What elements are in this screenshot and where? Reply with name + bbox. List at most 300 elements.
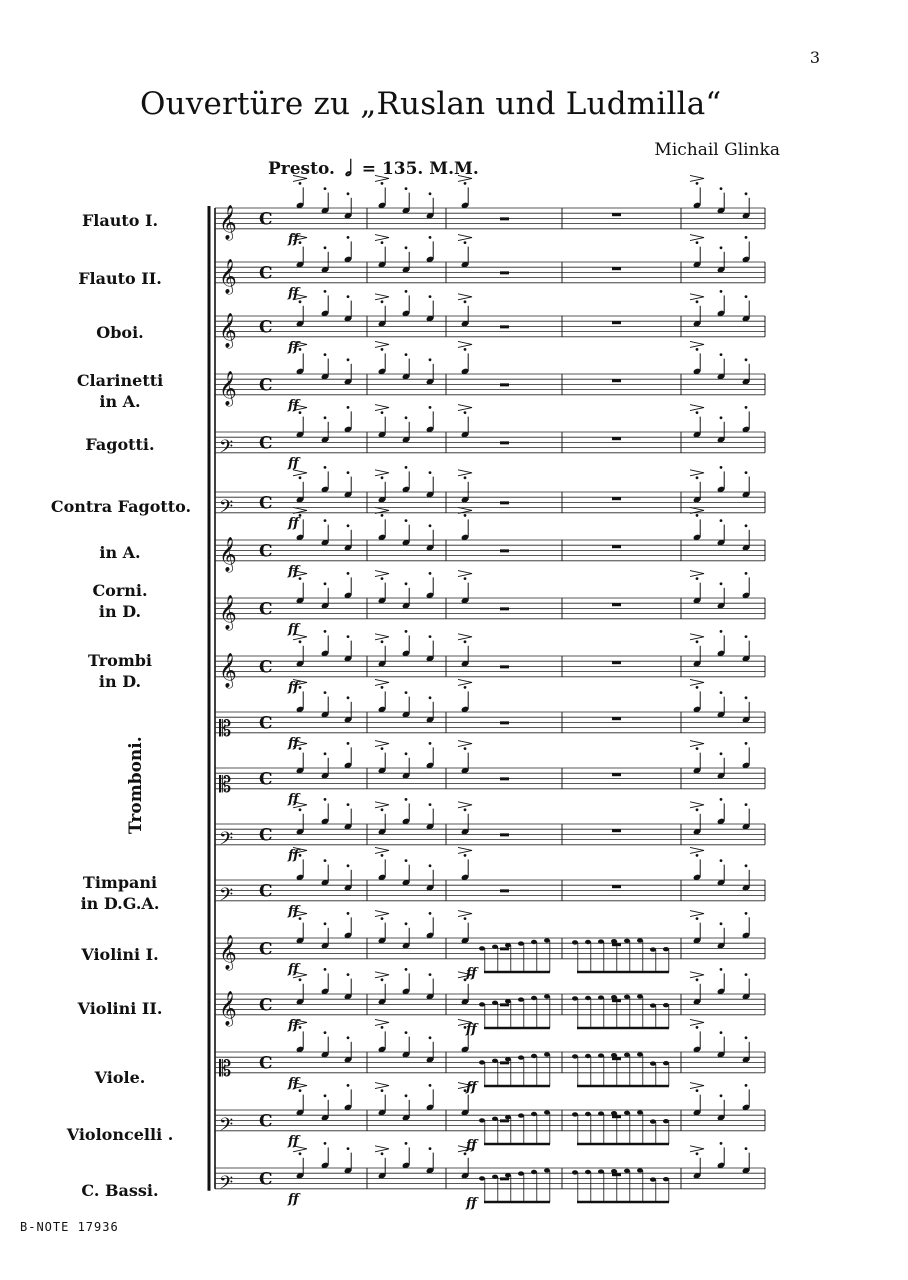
instrument-label-viole: Viole. (94, 1068, 146, 1087)
instrument-label-violini-1: Violini I. (81, 945, 159, 964)
note-head (637, 1052, 643, 1056)
staccato-dot (429, 742, 432, 745)
dynamic-ff: ff (288, 285, 299, 301)
accent-mark (690, 294, 704, 300)
staccato-dot (720, 246, 723, 249)
note-head (479, 1176, 485, 1180)
staccato-dot (429, 696, 432, 699)
time-signature: C (259, 1053, 273, 1074)
whole-rest (612, 773, 621, 776)
staccato-dot (720, 798, 723, 801)
clef-icon: 𝄞 (219, 934, 237, 970)
staccato-dot (381, 1089, 384, 1092)
staccato-dot (696, 854, 699, 857)
note-head (544, 1110, 550, 1114)
note-head (572, 1054, 578, 1058)
staccato-dot (696, 476, 699, 479)
accent-mark (690, 634, 704, 640)
accent-mark (458, 847, 472, 853)
staccato-dot (381, 514, 384, 517)
staccato-dot (299, 747, 302, 750)
staccato-dot (381, 411, 384, 414)
dynamic-ff: ff (288, 621, 299, 637)
staccato-dot (696, 686, 699, 689)
staccato-dot (745, 471, 748, 474)
half-rest (500, 271, 509, 274)
note-head (531, 940, 537, 944)
staccato-dot (324, 922, 327, 925)
staccato-dot (464, 300, 467, 303)
half-rest (500, 217, 509, 220)
staccato-dot (405, 582, 408, 585)
staccato-dot (696, 640, 699, 643)
whole-rest (612, 603, 621, 606)
accent-mark (690, 741, 704, 747)
composer-name: Michail Glinka (654, 140, 780, 160)
half-note-icon: 𝅗𝅥 (344, 156, 352, 182)
instrument-label-violoncelli: Violoncelli . (66, 1125, 174, 1144)
staccato-dot (720, 582, 723, 585)
note-head (637, 1110, 643, 1114)
staccato-dot (347, 471, 350, 474)
staccato-dot (299, 182, 302, 185)
staccato-dot (347, 864, 350, 867)
accent-mark (690, 972, 704, 978)
staccato-dot (381, 686, 384, 689)
staccato-dot (696, 182, 699, 185)
note-head (663, 1061, 669, 1065)
note-head (585, 940, 591, 944)
whole-rest (612, 213, 621, 216)
staccato-dot (299, 577, 302, 580)
time-signature: C (259, 599, 273, 620)
note-head (663, 947, 669, 951)
staccato-dot (405, 968, 408, 971)
accent-mark (458, 341, 472, 347)
instrument-name: Corni. (92, 581, 148, 600)
staccato-dot (745, 635, 748, 638)
accent-mark (458, 405, 472, 411)
staccato-dot (299, 640, 302, 643)
staccato-dot (429, 471, 432, 474)
staccato-dot (429, 864, 432, 867)
clef-icon: 𝄞 (219, 990, 237, 1026)
staccato-dot (720, 187, 723, 190)
accent-mark (375, 1146, 389, 1152)
note-head (479, 1060, 485, 1064)
note-head (637, 994, 643, 998)
half-rest (500, 1177, 509, 1180)
staccato-dot (299, 1026, 302, 1029)
staccato-dot (696, 411, 699, 414)
half-rest (500, 607, 509, 610)
staccato-dot (720, 691, 723, 694)
staccato-dot (381, 1152, 384, 1155)
time-signature: C (259, 1111, 273, 1132)
accent-mark (293, 470, 307, 476)
staccato-dot (720, 1094, 723, 1097)
accent-mark (690, 847, 704, 853)
staccato-dot (381, 640, 384, 643)
instrument-transposition: in A. (99, 392, 141, 411)
accent-mark (690, 1146, 704, 1152)
accent-mark (458, 294, 472, 300)
staccato-dot (696, 808, 699, 811)
instrument-transposition: in D. (98, 672, 142, 691)
clef-icon: 𝄢 (219, 436, 234, 462)
half-rest (500, 1119, 509, 1122)
dynamic-ff: ff (466, 1137, 477, 1153)
note-head (544, 1052, 550, 1056)
note-head (663, 1119, 669, 1123)
note-head (518, 941, 524, 945)
staccato-dot (347, 572, 350, 575)
staccato-dot (696, 747, 699, 750)
instrument-label-oboi: Oboi. (96, 323, 144, 342)
note-head (624, 1111, 630, 1115)
staccato-dot (381, 300, 384, 303)
accent-mark (375, 741, 389, 747)
time-signature: C (259, 939, 273, 960)
staccato-dot (696, 1089, 699, 1092)
note-head (492, 1001, 498, 1005)
instrument-label-tromboni: Tromboni. (126, 736, 146, 834)
staccato-dot (347, 973, 350, 976)
staccato-dot (324, 519, 327, 522)
staccato-dot (464, 348, 467, 351)
staccato-dot (299, 411, 302, 414)
staccato-dot (381, 917, 384, 920)
dynamic-ff: ff (288, 847, 299, 863)
staccato-dot (299, 808, 302, 811)
staccato-dot (696, 917, 699, 920)
clef-icon: 𝄞 (219, 652, 237, 688)
note-head (531, 1170, 537, 1174)
staccato-dot (324, 859, 327, 862)
staccato-dot (720, 519, 723, 522)
staccato-dot (429, 973, 432, 976)
time-signature: C (259, 375, 273, 396)
whole-rest (612, 497, 621, 500)
accent-mark (375, 911, 389, 917)
note-head (637, 1168, 643, 1172)
half-rest (500, 383, 509, 386)
staccato-dot (464, 182, 467, 185)
staccato-dot (405, 1142, 408, 1145)
staccato-dot (696, 577, 699, 580)
half-rest (500, 665, 509, 668)
dynamic-ff: ff (288, 455, 299, 471)
dynamic-ff: ff (288, 1075, 299, 1091)
clef-icon: 𝄞 (219, 536, 237, 572)
time-signature: C (259, 317, 273, 338)
staccato-dot (347, 742, 350, 745)
staccato-dot (745, 406, 748, 409)
staccato-dot (324, 1094, 327, 1097)
staccato-dot (347, 1147, 350, 1150)
note-head (492, 1175, 498, 1179)
note-head (585, 1170, 591, 1174)
publisher-code: B-NOTE 17936 (20, 1220, 119, 1234)
accent-mark (690, 341, 704, 347)
note-head (544, 938, 550, 942)
note-head (544, 994, 550, 998)
dynamic-ff: ff (288, 397, 299, 413)
staccato-dot (745, 524, 748, 527)
staccato-dot (347, 295, 350, 298)
staccato-dot (347, 803, 350, 806)
staccato-dot (347, 635, 350, 638)
note-head (544, 1168, 550, 1172)
staccato-dot (429, 295, 432, 298)
staccato-dot (299, 241, 302, 244)
time-signature: C (259, 209, 273, 230)
dynamic-ff: ff (288, 679, 299, 695)
time-signature: C (259, 825, 273, 846)
staccato-dot (347, 1036, 350, 1039)
accent-mark (458, 571, 472, 577)
staccato-dot (429, 236, 432, 239)
note-head (611, 1053, 617, 1057)
staccato-dot (299, 1152, 302, 1155)
staccato-dot (696, 1152, 699, 1155)
accent-mark (458, 802, 472, 808)
note-head (637, 938, 643, 942)
whole-rest (612, 379, 621, 382)
staccato-dot (324, 187, 327, 190)
note-head (611, 1169, 617, 1173)
staccato-dot (745, 295, 748, 298)
accent-mark (690, 571, 704, 577)
note-head (598, 1053, 604, 1057)
clef-icon: 𝄢 (219, 1114, 234, 1140)
accent-mark (690, 1083, 704, 1089)
clef-icon: 𝄡 (219, 772, 232, 798)
staccato-dot (405, 922, 408, 925)
half-rest (500, 721, 509, 724)
accent-mark (375, 679, 389, 685)
note-head (663, 1177, 669, 1181)
note-head (585, 1112, 591, 1116)
staccato-dot (347, 236, 350, 239)
staccato-dot (745, 1036, 748, 1039)
instrument-label-corni-in-a: in A. (99, 543, 141, 562)
staccato-dot (324, 1031, 327, 1034)
accent-mark (458, 634, 472, 640)
note-head (572, 1170, 578, 1174)
dynamic-ff: ff (288, 339, 299, 355)
staccato-dot (324, 968, 327, 971)
note-head (663, 1003, 669, 1007)
staccato-dot (405, 798, 408, 801)
accent-mark (458, 175, 472, 181)
note-head (572, 996, 578, 1000)
time-signature: C (259, 881, 273, 902)
dynamic-ff: ff (288, 1133, 299, 1149)
staccato-dot (347, 406, 350, 409)
half-rest (500, 833, 509, 836)
staccato-dot (429, 192, 432, 195)
staccato-dot (720, 416, 723, 419)
note-head (479, 1002, 485, 1006)
note-head (531, 996, 537, 1000)
accent-mark (690, 470, 704, 476)
accent-mark (690, 235, 704, 241)
clef-icon: 𝄢 (219, 828, 234, 854)
clef-icon: 𝄞 (219, 258, 237, 294)
dynamic-ff: ff (288, 515, 299, 531)
whole-rest (612, 267, 621, 270)
staccato-dot (720, 1142, 723, 1145)
staccato-dot (696, 978, 699, 981)
staccato-dot (324, 1142, 327, 1145)
whole-rest (612, 829, 621, 832)
staccato-dot (405, 246, 408, 249)
staccato-dot (324, 416, 327, 419)
staccato-dot (405, 519, 408, 522)
whole-rest (612, 321, 621, 324)
staccato-dot (405, 752, 408, 755)
note-head (505, 943, 511, 947)
staccato-dot (381, 978, 384, 981)
staccato-dot (745, 1147, 748, 1150)
staccato-dot (429, 524, 432, 527)
half-rest (500, 441, 509, 444)
clef-icon: 𝄞 (219, 370, 237, 406)
staccato-dot (745, 572, 748, 575)
dynamic-ff: ff (288, 1017, 299, 1033)
note-head (479, 1118, 485, 1122)
clef-icon: 𝄞 (219, 312, 237, 348)
staccato-dot (405, 859, 408, 862)
note-head (518, 1171, 524, 1175)
note-head (505, 1057, 511, 1061)
accent-mark (375, 405, 389, 411)
staccato-dot (464, 411, 467, 414)
time-signature: C (259, 1169, 273, 1190)
dynamic-ff: ff (288, 563, 299, 579)
accent-mark (375, 1019, 389, 1025)
staccato-dot (464, 476, 467, 479)
time-signature: C (259, 263, 273, 284)
clef-icon: 𝄢 (219, 884, 234, 910)
time-signature: C (259, 493, 273, 514)
staccato-dot (745, 192, 748, 195)
note-head (650, 1003, 656, 1007)
clef-icon: 𝄡 (219, 1056, 232, 1082)
staccato-dot (464, 1152, 467, 1155)
note-head (492, 1059, 498, 1063)
half-rest (500, 889, 509, 892)
note-head (518, 1113, 524, 1117)
note-head (624, 1053, 630, 1057)
staccato-dot (720, 466, 723, 469)
staccato-dot (696, 1026, 699, 1029)
staccato-dot (720, 1031, 723, 1034)
accent-mark (690, 802, 704, 808)
note-head (531, 1112, 537, 1116)
staccato-dot (720, 752, 723, 755)
dynamic-ff: ff (288, 961, 299, 977)
note-head (650, 947, 656, 951)
time-signature: C (259, 657, 273, 678)
half-rest (500, 947, 509, 950)
accent-mark (375, 847, 389, 853)
note-head (624, 1169, 630, 1173)
staccato-dot (381, 747, 384, 750)
staccato-dot (429, 1036, 432, 1039)
staccato-dot (745, 358, 748, 361)
accent-mark (690, 175, 704, 181)
note-head (505, 1115, 511, 1119)
accent-mark (375, 235, 389, 241)
time-signature: C (259, 769, 273, 790)
note-head (598, 995, 604, 999)
note-head (572, 1112, 578, 1116)
staccato-dot (324, 630, 327, 633)
time-signature: C (259, 541, 273, 562)
note-head (624, 995, 630, 999)
note-head (572, 940, 578, 944)
staccato-dot (405, 1094, 408, 1097)
staccato-dot (405, 691, 408, 694)
note-head (518, 997, 524, 1001)
clef-icon: 𝄡 (219, 716, 232, 742)
staccato-dot (381, 577, 384, 580)
instrument-name: Trombi (87, 651, 153, 670)
note-head (598, 1169, 604, 1173)
instrument-name: Timpani (82, 873, 158, 892)
half-rest (500, 549, 509, 552)
staccato-dot (405, 630, 408, 633)
staccato-dot (720, 290, 723, 293)
staccato-dot (696, 348, 699, 351)
dynamic-ff: ff (466, 1021, 477, 1037)
accent-mark (690, 405, 704, 411)
staccato-dot (405, 290, 408, 293)
staccato-dot (299, 978, 302, 981)
staccato-dot (464, 747, 467, 750)
staccato-dot (381, 348, 384, 351)
staccato-dot (464, 577, 467, 580)
time-signature: C (259, 433, 273, 454)
accent-mark (375, 470, 389, 476)
instrument-label-violini-2: Violini II. (77, 999, 163, 1018)
dynamic-ff: ff (288, 231, 299, 247)
tempo-value: = 135. M.M. (361, 159, 479, 179)
instrument-label-flauto-1: Flauto I. (81, 211, 159, 230)
note-head (611, 995, 617, 999)
staccato-dot (745, 742, 748, 745)
staccato-dot (429, 635, 432, 638)
staccato-dot (381, 241, 384, 244)
note-head (585, 1054, 591, 1058)
accent-mark (293, 175, 307, 181)
instrument-label-fagotti: Fagotti. (85, 435, 155, 454)
instrument-transposition: in D.G.A. (80, 894, 160, 913)
staccato-dot (745, 236, 748, 239)
staccato-dot (324, 798, 327, 801)
staccato-dot (347, 1084, 350, 1087)
note-head (611, 1111, 617, 1115)
staccato-dot (720, 922, 723, 925)
staccato-dot (299, 300, 302, 303)
staccato-dot (720, 968, 723, 971)
staccato-dot (745, 1084, 748, 1087)
staccato-dot (745, 696, 748, 699)
whole-rest (612, 885, 621, 888)
tempo-text: Presto. (268, 159, 335, 179)
